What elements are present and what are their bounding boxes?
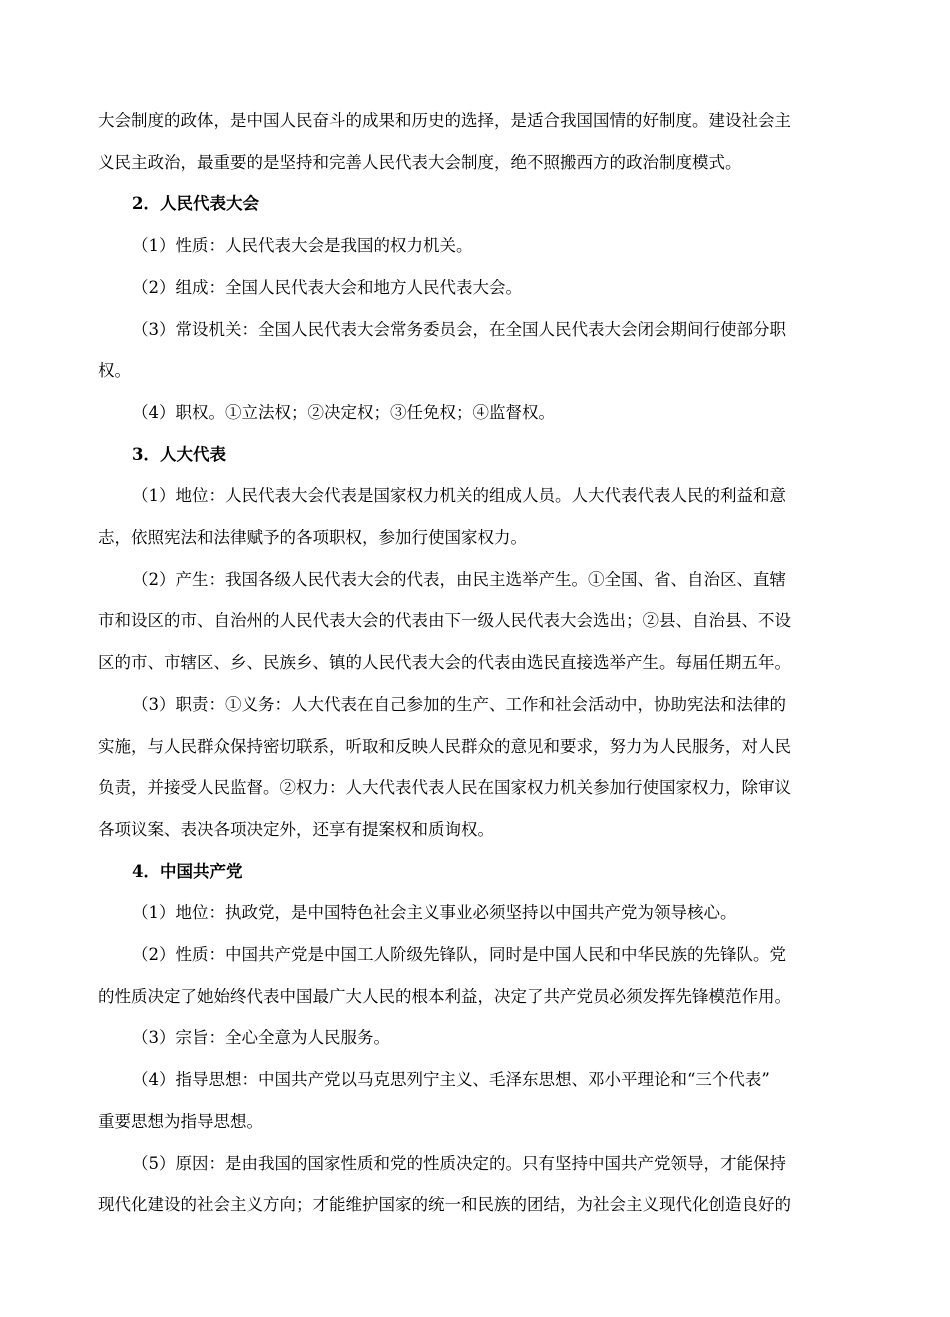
body-text-line: 实施，与人民群众保持密切联系，听取和反映人民群众的意见和要求，努力为人民服务，对人民 <box>98 736 791 756</box>
document-page <box>98 100 855 1226</box>
body-text-line: （2）组成：全国人民代表大会和地方人民代表大会。 <box>132 277 522 297</box>
body-text-line: （3）常设机关：全国人民代表大会常务委员会，在全国人民代表大会闭会期间行使部分职 <box>132 319 786 339</box>
body-text-line: （4）职权。①立法权；②决定权；③任免权；④监督权。 <box>132 402 555 422</box>
body-text-line: （4）指导思想：中国共产党以马克思列宁主义、毛泽东思想、邓小平理论和“三个代表” <box>132 1070 770 1090</box>
body-text-line: （2）性质：中国共产党是中国工人阶级先锋队，同时是中国人民和中华民族的先锋队。党 <box>132 945 786 965</box>
section-heading-cpc: 4．中国共产党 <box>132 861 243 881</box>
section-heading-deputies: 3．人大代表 <box>132 444 226 464</box>
body-text-line: （3）宗旨：全心全意为人民服务。 <box>132 1028 390 1048</box>
body-text-line: （1）地位：执政党，是中国特色社会主义事业必须坚持以中国共产党为领导核心。 <box>132 903 737 923</box>
body-text-line: 重要思想为指导思想。 <box>98 1111 263 1131</box>
body-text-line: 区的市、市辖区、乡、民族乡、镇的人民代表大会的代表由选民直接选举产生。每届任期五年。 <box>98 653 791 673</box>
body-text-line: 负责，并接受人民监督。②权力：人大代表代表人民在国家权力机关参加行使国家权力，除审议 <box>98 778 791 798</box>
body-text-line: 义民主政治，最重要的是坚持和完善人民代表大会制度，绝不照搬西方的政治制度模式。 <box>98 152 742 172</box>
body-text-line: 权。 <box>98 361 131 381</box>
section-heading-npc: 2．人民代表大会 <box>132 194 259 214</box>
body-text-line: 大会制度的政体，是中国人民奋斗的成果和历史的选择，是适合我国国情的好制度。建设社会主 <box>98 111 791 130</box>
body-text-line: （1）地位：人民代表大会代表是国家权力机关的组成人员。人大代表代表人民的利益和意 <box>132 486 786 506</box>
body-text-line: （2）产生：我国各级人民代表大会的代表，由民主选举产生。①全国、省、自治区、直辖 <box>132 569 786 589</box>
body-text-line: （1）性质：人民代表大会是我国的权力机关。 <box>132 236 473 256</box>
body-text-line: 市和设区的市、自治州的人民代表大会的代表由下一级人民代表大会选出；②县、自治县、不设 <box>98 611 791 631</box>
body-text-line: 各项议案、表决各项决定外，还享有提案权和质询权。 <box>98 819 494 839</box>
body-text-line: 志，依照宪法和法律赋予的各项职权，参加行使国家权力。 <box>98 528 527 548</box>
body-text-line: 现代化建设的社会主义方向；才能维护国家的统一和民族的团结，为社会主义现代化创造良好的 <box>98 1195 791 1215</box>
body-text-line: （3）职责：①义务：人大代表在自己参加的生产、工作和社会活动中，协助宪法和法律的 <box>132 694 786 714</box>
body-text-line: 的性质决定了她始终代表中国最广大人民的根本利益，决定了共产党员必须发挥先锋模范作用。 <box>98 986 791 1006</box>
body-text-line: （5）原因：是由我国的国家性质和党的性质决定的。只有坚持中国共产党领导，才能保持 <box>132 1153 786 1173</box>
